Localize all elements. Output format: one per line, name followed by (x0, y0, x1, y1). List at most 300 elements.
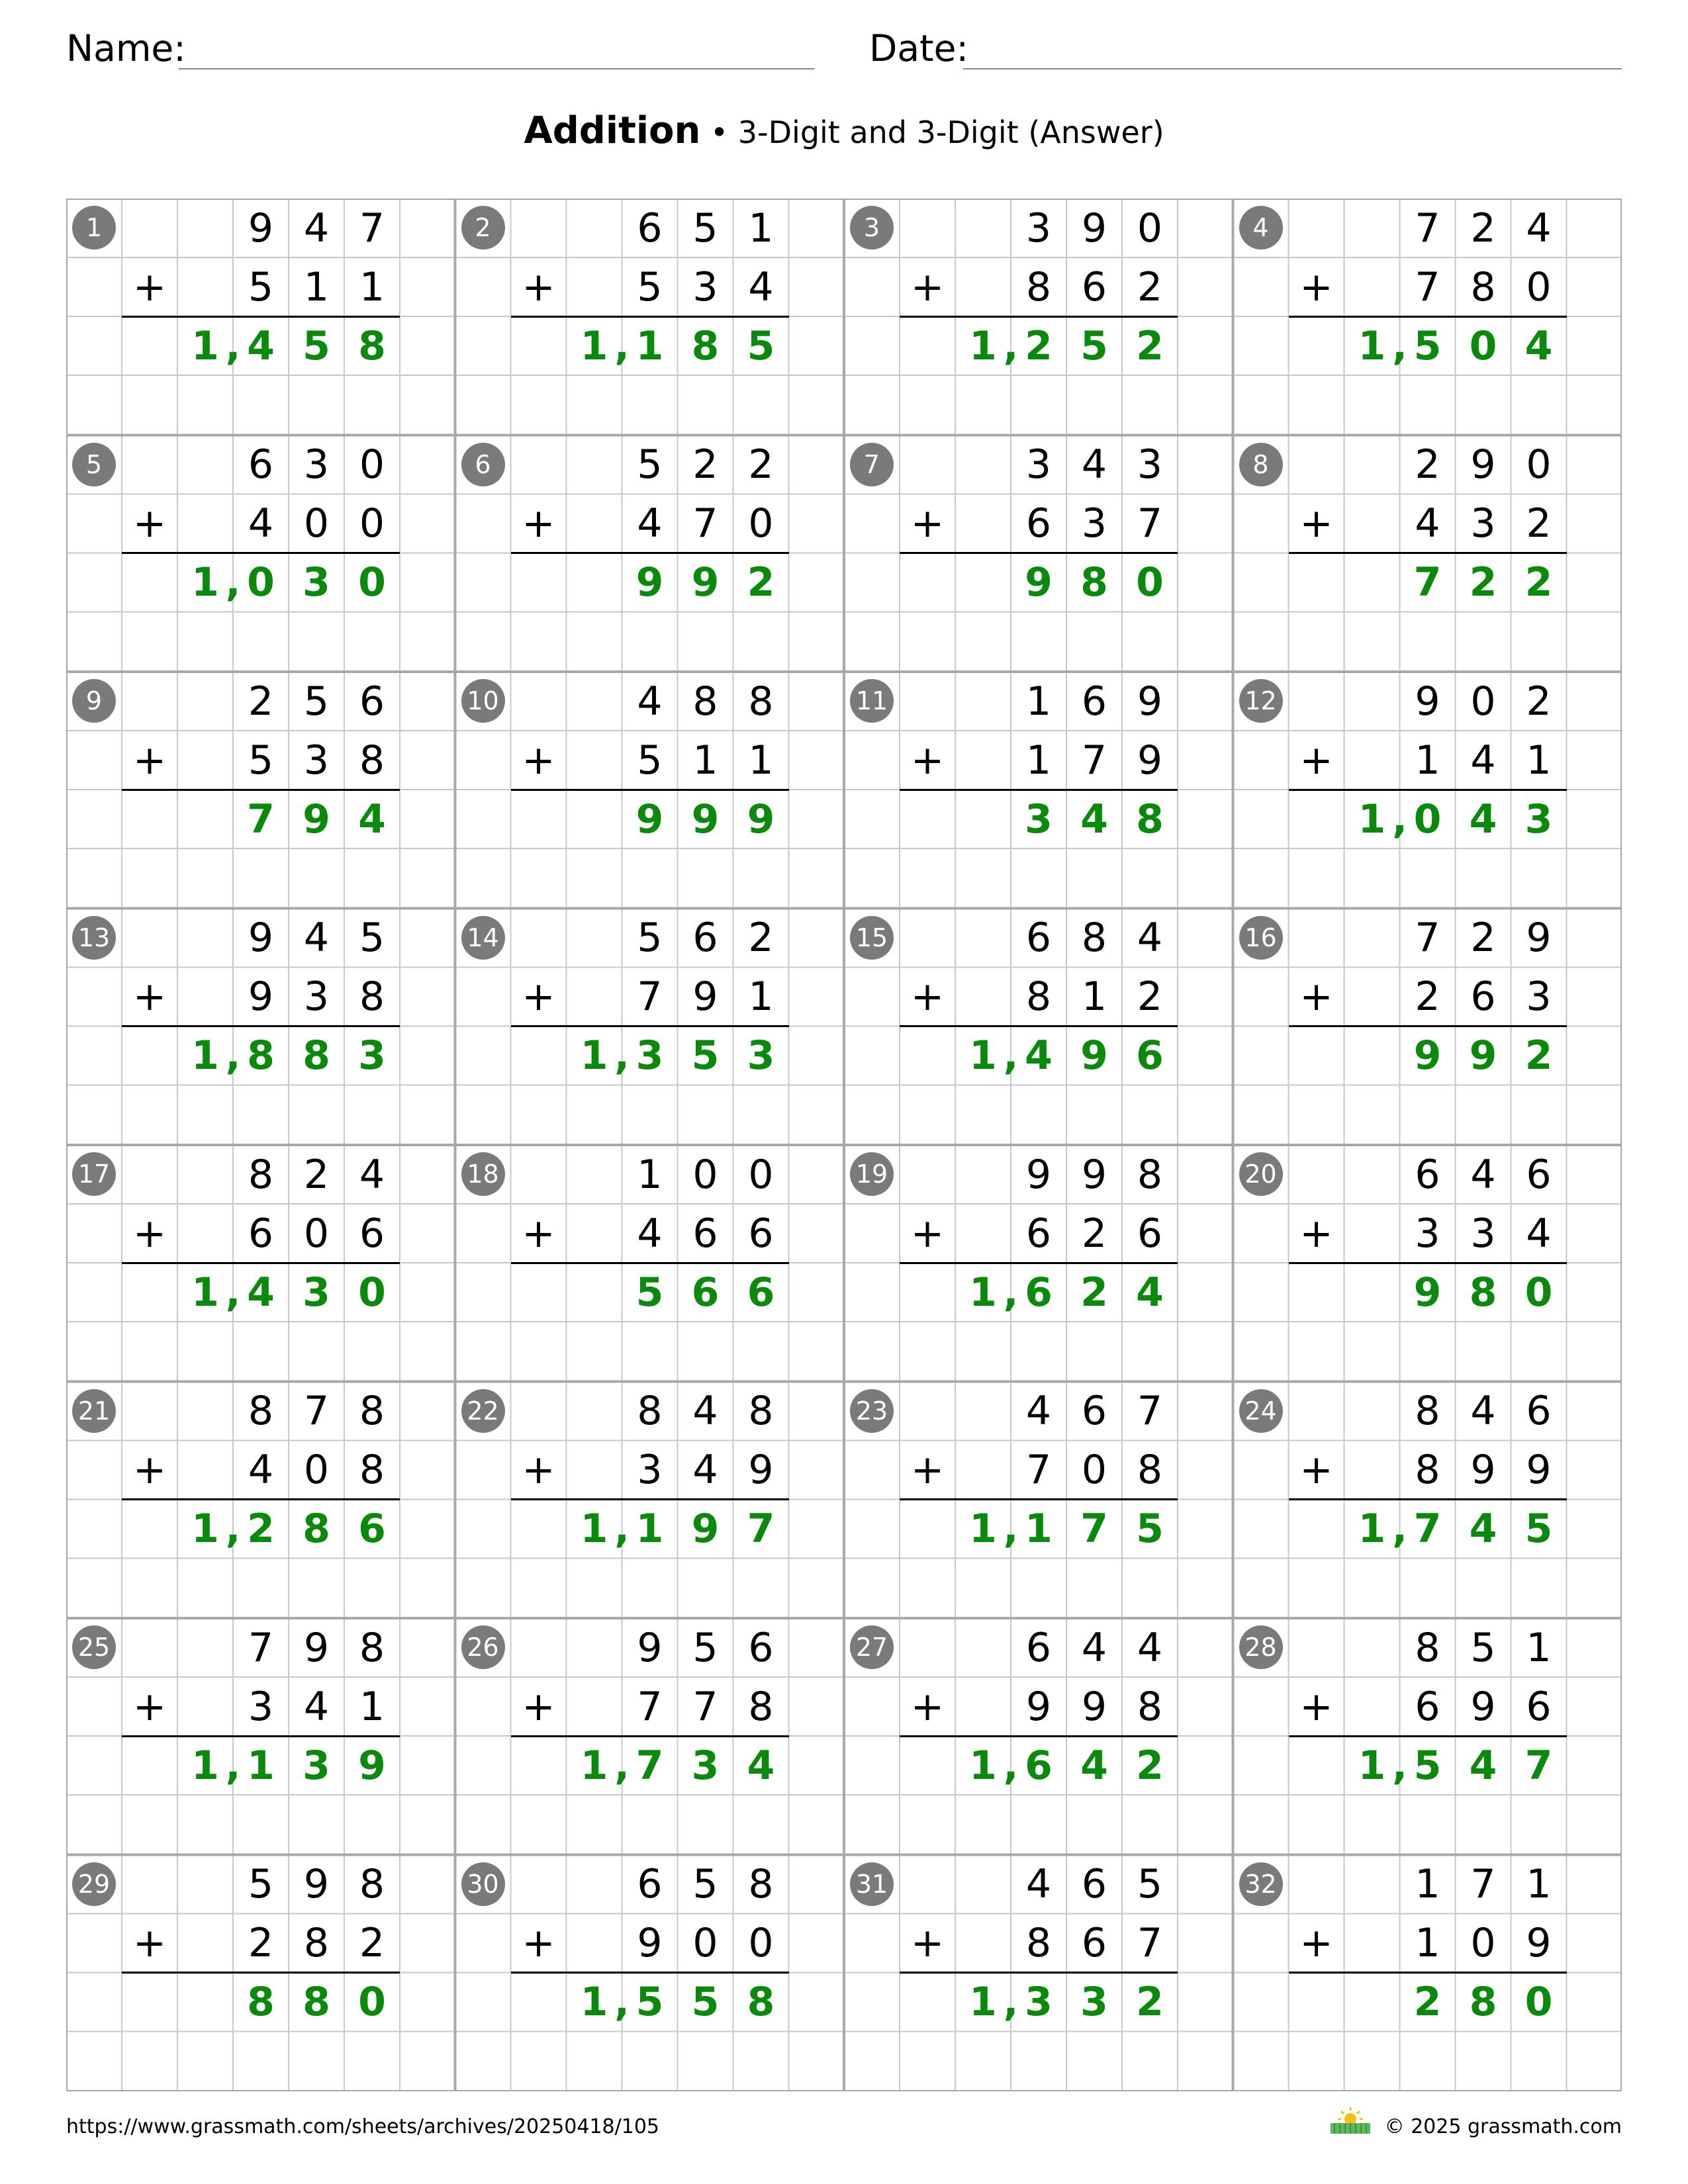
answer-digit[interactable]: 6 (691, 1269, 720, 1316)
answer-digit[interactable]: 7 (747, 1506, 775, 1552)
answer-comma: , (1392, 1506, 1407, 1552)
bottom-digit: 7 (1415, 263, 1440, 310)
top-digit: 9 (1470, 441, 1496, 488)
top-digit: 8 (248, 1388, 274, 1434)
top-digit: 9 (1081, 1151, 1107, 1198)
plus-sign: + (522, 1210, 555, 1257)
answer-digit[interactable]: 6 (747, 1269, 775, 1316)
answer-digit[interactable]: 2 (1136, 322, 1164, 369)
bottom-digit: 3 (637, 1447, 663, 1493)
bottom-digit: 5 (637, 737, 663, 784)
answer-digit[interactable]: 9 (635, 796, 664, 842)
bottom-digit: 3 (248, 1683, 274, 1730)
answer-digit[interactable]: 0 (358, 1269, 386, 1316)
top-digit: 6 (359, 678, 385, 725)
bottom-digit: 7 (1137, 500, 1163, 547)
answer-comma: , (614, 322, 630, 369)
bottom-digit: 5 (248, 263, 274, 310)
answer-digit[interactable]: 7 (247, 796, 275, 842)
answer-digit[interactable]: 3 (1524, 796, 1553, 842)
problem-number-badge: 15 (850, 916, 894, 960)
top-digit: 6 (1526, 1388, 1552, 1434)
answer-comma: , (225, 1032, 241, 1079)
answer-digit[interactable]: 2 (1469, 559, 1497, 606)
bottom-digit: 4 (637, 500, 663, 547)
bottom-digit: 6 (1526, 1683, 1552, 1730)
answer-digit[interactable]: 1 (580, 1032, 608, 1079)
answer-digit[interactable]: 3 (1080, 1979, 1108, 2025)
answer-digit[interactable]: 9 (747, 796, 775, 842)
answer-digit[interactable]: 4 (1469, 1742, 1497, 1789)
answer-digit[interactable]: 2 (1413, 1979, 1442, 2025)
problem-number-badge: 12 (1239, 679, 1283, 723)
bottom-digit: 1 (748, 974, 774, 1020)
answer-digit[interactable]: 1 (969, 1506, 997, 1552)
problem-number-badge: 32 (1239, 1862, 1283, 1906)
problem-number-badge: 7 (850, 443, 894, 486)
plus-sign: + (1299, 500, 1333, 547)
top-digit: 8 (359, 1861, 385, 1907)
top-digit: 9 (1415, 678, 1440, 725)
answer-digit[interactable]: 4 (1469, 1506, 1497, 1552)
answer-comma: , (1003, 322, 1019, 369)
problem-number-badge: 26 (461, 1625, 505, 1669)
top-digit: 6 (1081, 678, 1107, 725)
top-digit: 5 (637, 441, 663, 488)
answer-digit[interactable]: 2 (1524, 559, 1553, 606)
title-subtitle: • 3-Digit and 3-Digit (Answer) (700, 114, 1164, 150)
plus-sign: + (522, 737, 555, 784)
bottom-digit: 2 (1081, 1210, 1107, 1257)
top-digit: 9 (1025, 1151, 1052, 1198)
answer-digit[interactable]: 1 (1358, 796, 1386, 842)
answer-digit[interactable]: 9 (691, 559, 720, 606)
top-digit: 2 (248, 678, 274, 725)
answer-digit[interactable]: 0 (1136, 559, 1164, 606)
problem-number-badge: 23 (850, 1389, 894, 1433)
answer-digit[interactable]: 5 (691, 1032, 720, 1079)
answer-digit[interactable]: 9 (1080, 1032, 1108, 1079)
answer-digit[interactable]: 3 (303, 1269, 330, 1316)
answer-digit[interactable]: 1 (191, 1506, 219, 1552)
bottom-digit: 3 (303, 974, 330, 1020)
answer-digit[interactable]: 2 (1136, 1742, 1164, 1789)
plus-sign: + (132, 263, 167, 310)
answer-digit[interactable]: 1 (580, 1506, 608, 1552)
problem-number-badge: 14 (461, 916, 505, 960)
bottom-digit: 1 (359, 1683, 385, 1730)
bottom-digit: 2 (359, 1920, 385, 1966)
answer-digit[interactable]: 0 (247, 559, 275, 606)
bottom-digit: 2 (248, 1920, 274, 1966)
top-digit: 7 (303, 1388, 330, 1434)
bottom-digit: 5 (637, 263, 663, 310)
answer-digit[interactable]: 7 (1413, 559, 1442, 606)
top-digit: 9 (1137, 678, 1163, 725)
plus-sign: + (132, 1683, 167, 1730)
top-digit: 7 (1470, 1861, 1496, 1907)
answer-digit[interactable]: 9 (1025, 559, 1053, 606)
bottom-digit: 9 (1137, 737, 1163, 784)
top-digit: 4 (303, 205, 330, 251)
answer-digit[interactable]: 1 (580, 1979, 608, 2025)
date-line[interactable] (963, 68, 1622, 69)
answer-digit[interactable]: 4 (747, 1742, 775, 1789)
answer-digit[interactable]: 0 (1413, 796, 1442, 842)
top-digit: 3 (1025, 441, 1052, 488)
bottom-digit: 2 (1137, 263, 1163, 310)
top-digit: 5 (303, 678, 330, 725)
top-digit: 0 (1137, 205, 1163, 251)
answer-comma: , (1392, 796, 1407, 842)
bottom-digit: 2 (1415, 974, 1440, 1020)
answer-digit[interactable]: 9 (358, 1742, 386, 1789)
answer-digit[interactable]: 4 (1080, 1742, 1108, 1789)
answer-digit[interactable]: 8 (303, 1979, 330, 2025)
plus-sign: + (910, 1920, 945, 1966)
bottom-digit: 8 (1470, 263, 1496, 310)
answer-comma: , (225, 1742, 241, 1789)
answer-digit[interactable]: 1 (969, 322, 997, 369)
answer-digit[interactable]: 1 (1358, 322, 1386, 369)
plus-sign: + (132, 1920, 167, 1966)
answer-digit[interactable]: 9 (303, 796, 330, 842)
bottom-digit: 6 (748, 1210, 774, 1257)
answer-digit[interactable]: 4 (1080, 796, 1108, 842)
top-digit: 7 (1415, 915, 1440, 961)
answer-digit[interactable]: 1 (580, 322, 608, 369)
bottom-digit: 4 (1526, 1210, 1552, 1257)
bottom-digit: 3 (1470, 1210, 1496, 1257)
answer-digit[interactable]: 5 (1080, 322, 1108, 369)
date-label: Date: (869, 27, 968, 69)
bottom-digit: 1 (1081, 974, 1107, 1020)
bottom-digit: 9 (1526, 1447, 1552, 1493)
top-digit: 5 (637, 915, 663, 961)
answer-digit[interactable]: 8 (691, 322, 720, 369)
name-line[interactable] (179, 68, 814, 69)
answer-digit[interactable]: 0 (1524, 1269, 1553, 1316)
answer-digit[interactable]: 2 (1025, 322, 1053, 369)
answer-digit[interactable]: 1 (191, 1032, 219, 1079)
answer-digit[interactable]: 8 (303, 1506, 330, 1552)
answer-digit[interactable]: 1 (191, 1269, 219, 1316)
answer-digit[interactable]: 1 (1025, 1506, 1053, 1552)
top-digit: 9 (1081, 205, 1107, 251)
answer-digit[interactable]: 1 (969, 1269, 997, 1316)
answer-digit[interactable]: 5 (747, 322, 775, 369)
answer-digit[interactable]: 1 (969, 1979, 997, 2025)
answer-digit[interactable]: 4 (247, 1269, 275, 1316)
bottom-digit: 0 (1081, 1447, 1107, 1493)
bottom-digit: 7 (1081, 737, 1107, 784)
answer-digit[interactable]: 4 (1469, 796, 1497, 842)
top-digit: 4 (637, 678, 663, 725)
top-digit: 1 (637, 1151, 663, 1198)
top-digit: 5 (1470, 1624, 1496, 1671)
answer-digit[interactable]: 4 (247, 322, 275, 369)
answer-comma: , (225, 1269, 241, 1316)
bottom-digit: 9 (1470, 1683, 1496, 1730)
bottom-digit: 6 (248, 1210, 274, 1257)
top-digit: 4 (303, 915, 330, 961)
answer-digit[interactable]: 0 (358, 559, 386, 606)
plus-sign: + (910, 974, 945, 1020)
answer-digit[interactable]: 2 (1136, 1979, 1164, 2025)
answer-comma: , (1003, 1742, 1019, 1789)
top-digit: 5 (359, 915, 385, 961)
answer-comma: , (1003, 1506, 1019, 1552)
answer-comma: , (1392, 322, 1407, 369)
plus-sign: + (522, 1447, 555, 1493)
answer-digit[interactable]: 2 (1080, 1269, 1108, 1316)
bottom-digit: 6 (1081, 263, 1107, 310)
bottom-digit: 9 (637, 1920, 663, 1966)
top-digit: 2 (1470, 915, 1496, 961)
top-digit: 1 (1415, 1861, 1440, 1907)
bottom-digit: 1 (359, 263, 385, 310)
bottom-digit: 3 (303, 737, 330, 784)
answer-digit[interactable]: 8 (1080, 559, 1108, 606)
plus-sign: + (1299, 1920, 1333, 1966)
bottom-digit: 8 (303, 1920, 330, 1966)
problem-number-badge: 25 (72, 1625, 116, 1669)
top-digit: 1 (1526, 1624, 1552, 1671)
bottom-digit: 4 (748, 263, 774, 310)
bottom-digit: 9 (1526, 1920, 1552, 1966)
plus-sign: + (1299, 1683, 1333, 1730)
top-digit: 2 (1470, 205, 1496, 251)
answer-digit[interactable]: 5 (635, 1269, 664, 1316)
bottom-digit: 8 (1137, 1683, 1163, 1730)
top-digit: 8 (359, 1388, 385, 1434)
bottom-digit: 3 (1526, 974, 1552, 1020)
top-digit: 5 (1137, 1861, 1163, 1907)
answer-digit[interactable]: 2 (247, 1506, 275, 1552)
answer-digit[interactable]: 9 (1413, 1269, 1442, 1316)
bottom-digit: 2 (1137, 974, 1163, 1020)
top-digit: 4 (359, 1151, 385, 1198)
answer-digit[interactable]: 5 (1524, 1506, 1553, 1552)
problem-number-badge: 5 (72, 443, 116, 486)
name-label: Name: (66, 27, 186, 69)
top-digit: 2 (692, 441, 718, 488)
answer-digit[interactable]: 8 (358, 322, 386, 369)
top-digit: 4 (1081, 441, 1107, 488)
answer-digit[interactable]: 1 (191, 322, 219, 369)
answer-digit[interactable]: 0 (1469, 322, 1497, 369)
answer-digit[interactable]: 0 (1524, 1979, 1553, 2025)
answer-digit[interactable]: 3 (747, 1032, 775, 1079)
answer-digit[interactable]: 8 (747, 1979, 775, 2025)
answer-digit[interactable]: 4 (1136, 1269, 1164, 1316)
answer-digit[interactable]: 1 (969, 1032, 997, 1079)
top-digit: 6 (248, 441, 274, 488)
answer-digit[interactable]: 7 (635, 1742, 664, 1789)
plus-sign: + (522, 1920, 555, 1966)
bottom-digit: 6 (1470, 974, 1496, 1020)
top-digit: 8 (1081, 915, 1107, 961)
top-digit: 4 (1470, 1388, 1496, 1434)
answer-digit[interactable]: 8 (1469, 1269, 1497, 1316)
answer-digit[interactable]: 6 (1025, 1742, 1053, 1789)
answer-digit[interactable]: 8 (303, 1032, 330, 1079)
top-digit: 7 (1415, 205, 1440, 251)
answer-digit[interactable]: 1 (635, 1506, 664, 1552)
answer-digit[interactable]: 0 (358, 1979, 386, 2025)
top-digit: 2 (748, 915, 774, 961)
bottom-digit: 8 (748, 1683, 774, 1730)
answer-digit[interactable]: 9 (635, 559, 664, 606)
top-digit: 8 (748, 678, 774, 725)
top-digit: 4 (1526, 205, 1552, 251)
bottom-digit: 7 (637, 974, 663, 1020)
top-digit: 8 (692, 678, 718, 725)
plus-sign: + (132, 737, 167, 784)
bottom-digit: 9 (692, 974, 718, 1020)
bottom-digit: 4 (248, 1447, 274, 1493)
bottom-digit: 9 (248, 974, 274, 1020)
answer-digit[interactable]: 9 (691, 796, 720, 842)
problem-number-badge: 1 (72, 206, 116, 250)
bottom-digit: 0 (303, 500, 330, 547)
answer-digit[interactable]: 1 (1358, 1506, 1386, 1552)
top-digit: 5 (692, 1624, 718, 1671)
answer-digit[interactable]: 1 (191, 1742, 219, 1789)
problem-number-badge: 3 (850, 206, 894, 250)
answer-comma: , (225, 559, 241, 606)
problem-number-badge: 30 (461, 1862, 505, 1906)
answer-digit[interactable]: 5 (635, 1979, 664, 2025)
top-digit: 6 (692, 915, 718, 961)
bottom-digit: 2 (1526, 500, 1552, 547)
problem-number-badge: 2 (461, 206, 505, 250)
top-digit: 8 (359, 1624, 385, 1671)
top-digit: 1 (1025, 678, 1052, 725)
answer-digit[interactable]: 7 (1080, 1506, 1108, 1552)
bottom-digit: 1 (1526, 737, 1552, 784)
top-digit: 9 (303, 1861, 330, 1907)
answer-digit[interactable]: 5 (1413, 1742, 1442, 1789)
bottom-digit: 5 (248, 737, 274, 784)
answer-digit[interactable]: 3 (358, 1032, 386, 1079)
answer-digit[interactable]: 1 (580, 1742, 608, 1789)
answer-digit[interactable]: 3 (303, 559, 330, 606)
plus-sign: + (1299, 737, 1333, 784)
answer-digit[interactable]: 6 (1136, 1032, 1164, 1079)
page-title (0, 105, 1688, 166)
top-digit: 7 (1137, 1388, 1163, 1434)
answer-digit[interactable]: 4 (1524, 322, 1553, 369)
answer-digit[interactable]: 9 (1469, 1032, 1497, 1079)
top-digit: 6 (1526, 1151, 1552, 1198)
bottom-digit: 3 (1081, 500, 1107, 547)
top-digit: 0 (359, 441, 385, 488)
answer-digit[interactable]: 5 (303, 322, 330, 369)
answer-digit[interactable]: 5 (1413, 322, 1442, 369)
bottom-digit: 7 (637, 1683, 663, 1730)
bottom-digit: 6 (1025, 500, 1052, 547)
answer-digit[interactable]: 9 (691, 1506, 720, 1552)
bottom-digit: 8 (359, 974, 385, 1020)
bottom-digit: 1 (1415, 1920, 1440, 1966)
answer-digit[interactable]: 1 (191, 559, 219, 606)
top-digit: 2 (303, 1151, 330, 1198)
answer-digit[interactable]: 1 (969, 1742, 997, 1789)
bottom-digit: 7 (1137, 1920, 1163, 1966)
top-digit: 3 (303, 441, 330, 488)
top-digit: 2 (1526, 678, 1552, 725)
answer-digit[interactable]: 3 (1025, 796, 1053, 842)
top-digit: 6 (1025, 1624, 1052, 1671)
bottom-digit: 4 (637, 1210, 663, 1257)
answer-digit[interactable]: 8 (1469, 1979, 1497, 2025)
plus-sign: + (132, 1447, 167, 1493)
answer-digit[interactable]: 8 (247, 1032, 275, 1079)
problem-number-badge: 19 (850, 1152, 894, 1196)
answer-digit[interactable]: 7 (1413, 1506, 1442, 1552)
answer-digit[interactable]: 3 (303, 1742, 330, 1789)
top-digit: 9 (303, 1624, 330, 1671)
answer-digit[interactable]: 2 (1524, 1032, 1553, 1079)
plus-sign: + (910, 1683, 945, 1730)
problem-number-badge: 18 (461, 1152, 505, 1196)
answer-digit[interactable]: 5 (1136, 1506, 1164, 1552)
answer-digit[interactable]: 3 (691, 1742, 720, 1789)
answer-digit[interactable]: 5 (691, 1979, 720, 2025)
answer-digit[interactable]: 4 (1025, 1032, 1053, 1079)
top-digit: 7 (248, 1624, 274, 1671)
answer-digit[interactable]: 9 (1413, 1032, 1442, 1079)
bottom-digit: 0 (1470, 1920, 1496, 1966)
bottom-digit: 4 (1470, 737, 1496, 784)
answer-digit[interactable]: 4 (358, 796, 386, 842)
problem-number-badge: 28 (1239, 1625, 1283, 1669)
answer-digit[interactable]: 1 (635, 322, 664, 369)
footer-copyright: © 2025 grassmath.com (1384, 2115, 1622, 2138)
bottom-digit: 7 (1025, 1447, 1052, 1493)
answer-digit[interactable]: 6 (358, 1506, 386, 1552)
bottom-digit: 8 (1025, 1920, 1052, 1966)
answer-comma: , (614, 1506, 630, 1552)
top-digit: 3 (1137, 441, 1163, 488)
answer-comma: , (614, 1032, 630, 1079)
top-digit: 9 (248, 205, 274, 251)
bottom-digit: 1 (692, 737, 718, 784)
top-digit: 2 (748, 441, 774, 488)
bottom-digit: 6 (359, 1210, 385, 1257)
plus-sign: + (910, 737, 945, 784)
answer-digit[interactable]: 8 (1136, 796, 1164, 842)
answer-digit[interactable]: 7 (1524, 1742, 1553, 1789)
problem-number-badge: 11 (850, 679, 894, 723)
footer-url[interactable]: https://www.grassmath.com/sheets/archives/20250418/105 (66, 2115, 660, 2138)
answer-digit[interactable]: 6 (1025, 1269, 1053, 1316)
top-digit: 4 (692, 1388, 718, 1434)
bottom-digit: 9 (1025, 1683, 1052, 1730)
top-digit: 2 (1415, 441, 1440, 488)
answer-digit[interactable]: 1 (1358, 1742, 1386, 1789)
answer-digit[interactable]: 3 (1025, 1979, 1053, 2025)
answer-digit[interactable]: 8 (247, 1979, 275, 2025)
plus-sign: + (910, 1447, 945, 1493)
answer-digit[interactable]: 3 (635, 1032, 664, 1079)
plus-sign: + (910, 263, 945, 310)
answer-digit[interactable]: 2 (747, 559, 775, 606)
answer-digit[interactable]: 1 (247, 1742, 275, 1789)
plus-sign: + (1299, 1447, 1333, 1493)
top-digit: 4 (1137, 1624, 1163, 1671)
